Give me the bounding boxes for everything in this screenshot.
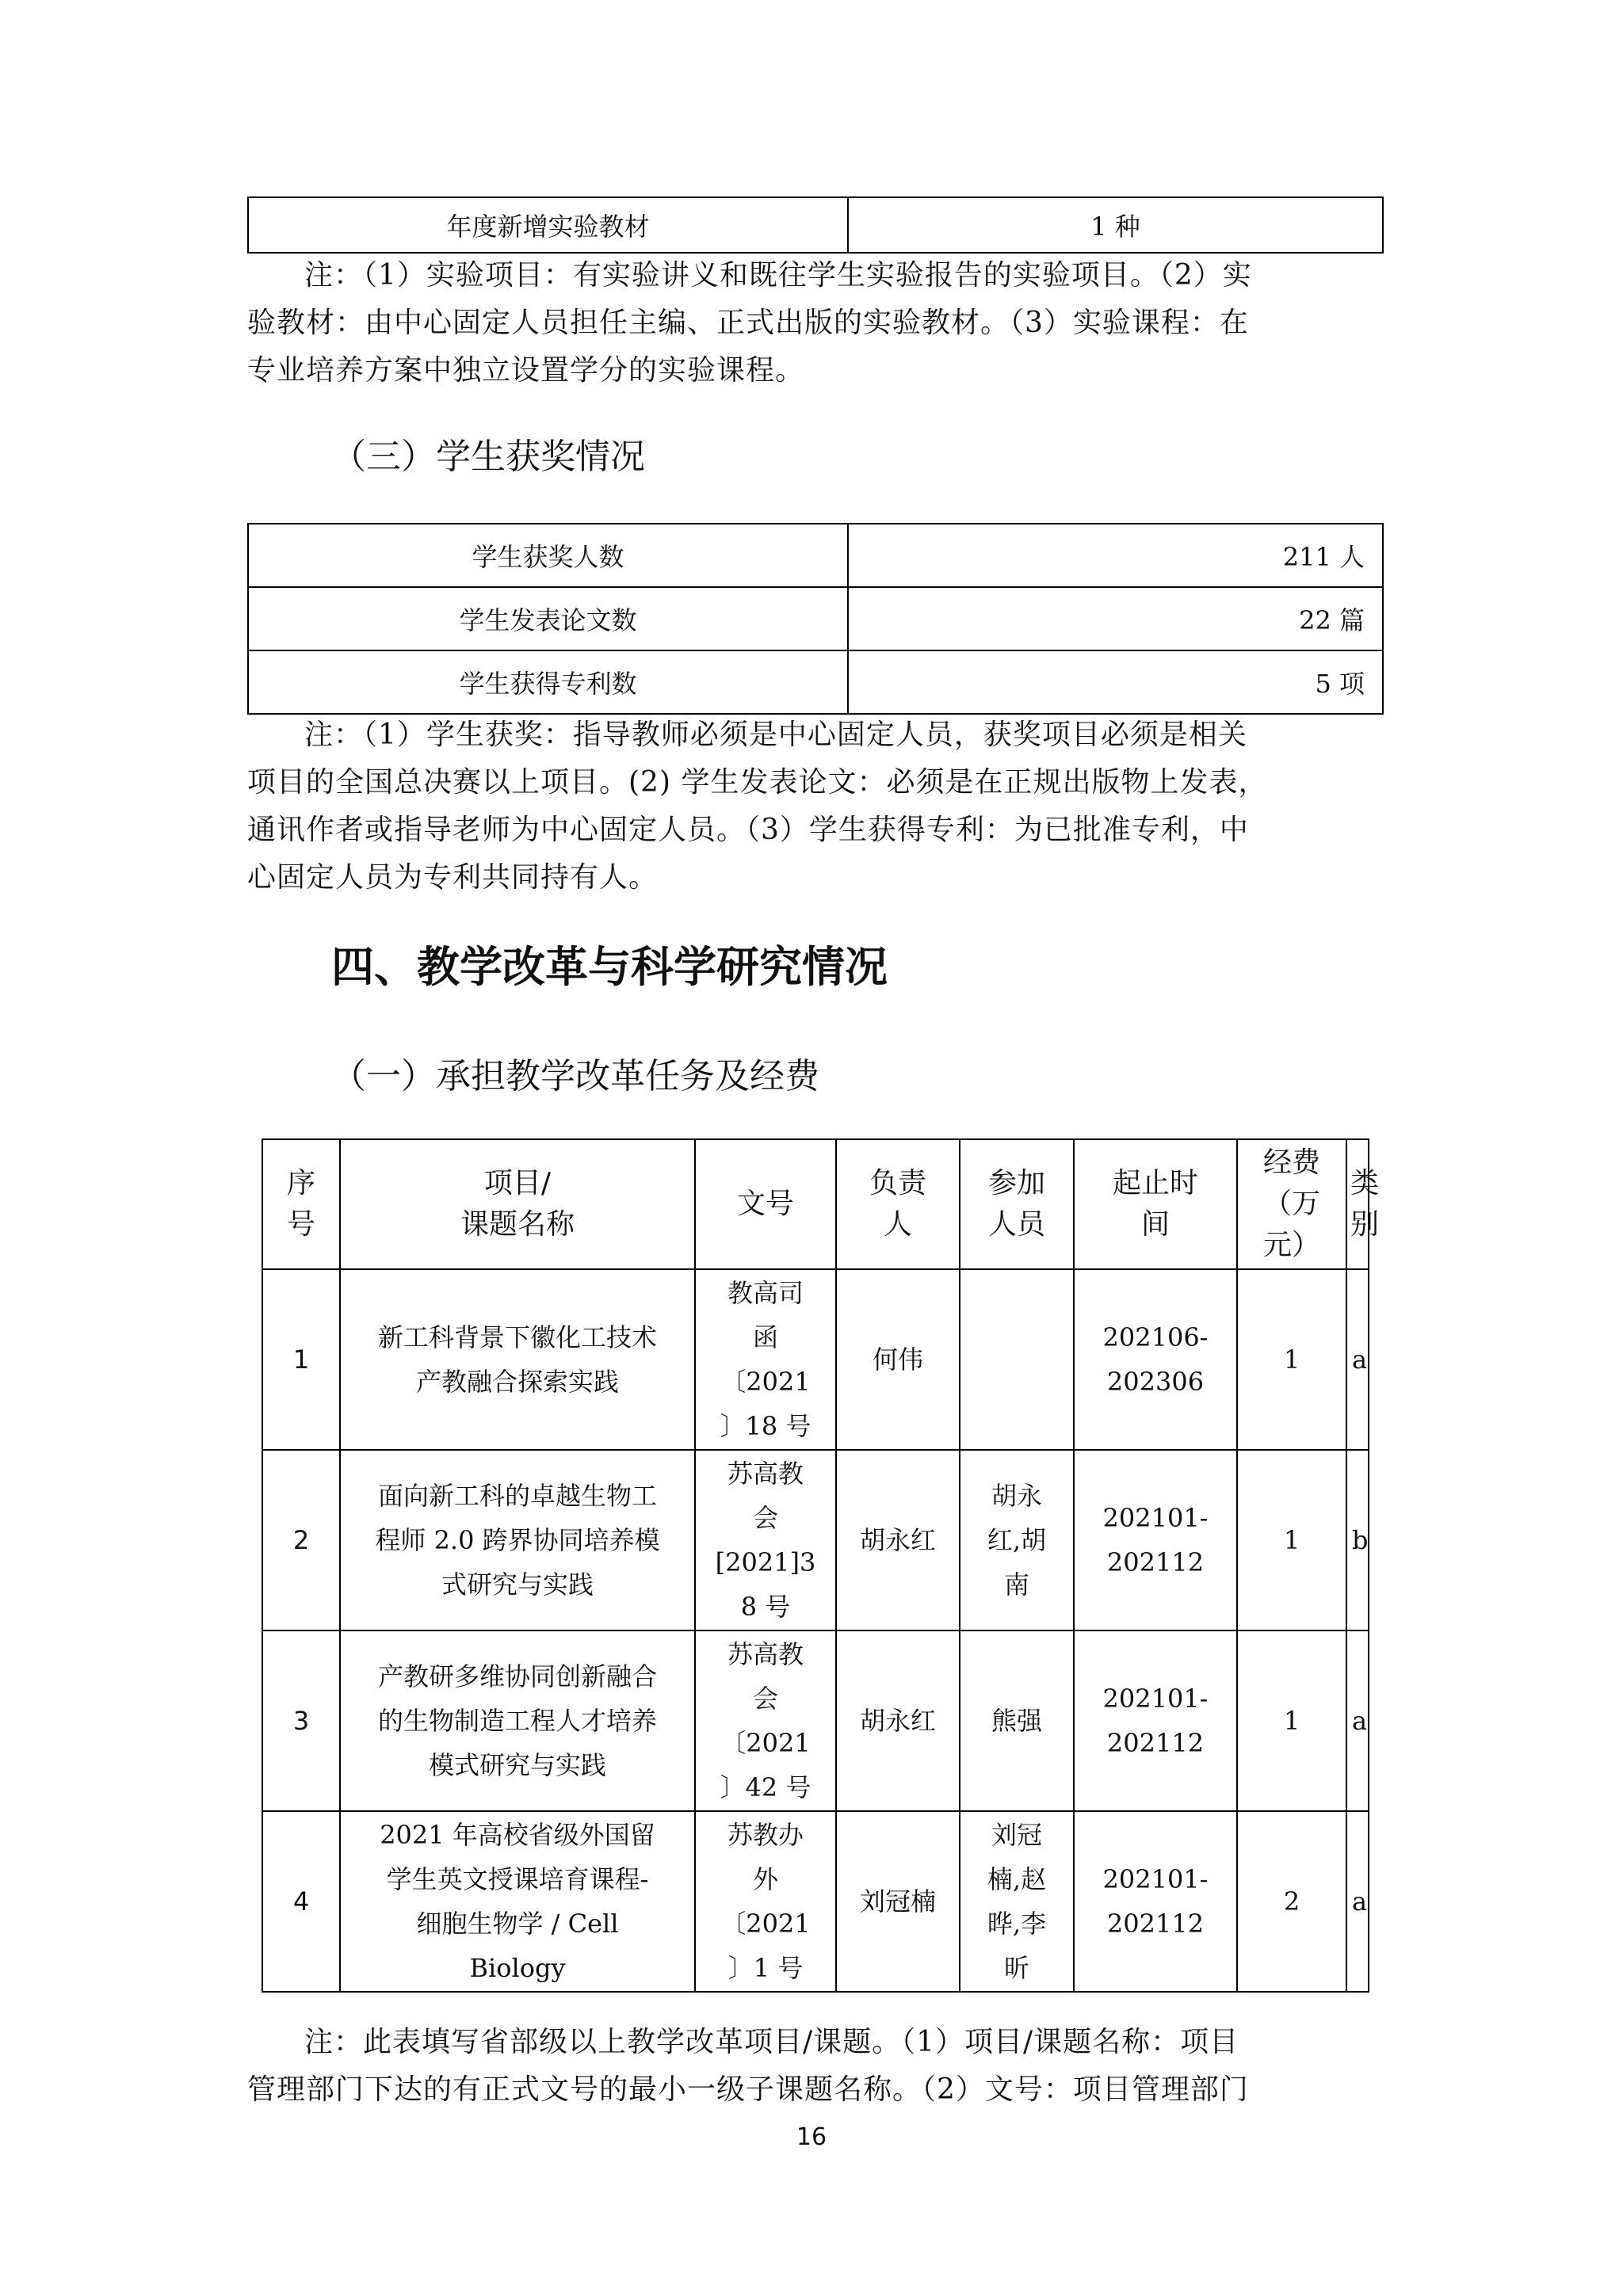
header-line: （万 xyxy=(1262,1188,1320,1220)
chapter-title-teaching-reform: 四、教学改革与科学研究情况 xyxy=(331,942,888,992)
cell-line: 202106- xyxy=(1102,1322,1209,1352)
cell-line: 细胞生物学 / Cell xyxy=(416,1909,619,1939)
cell-line: 昕 xyxy=(1003,1953,1029,1983)
header-line: 起止时 xyxy=(1112,1167,1198,1199)
table-row xyxy=(248,650,1383,714)
cell-line: 202112 xyxy=(1106,1909,1205,1939)
cell-seq: 4 xyxy=(262,1811,340,1992)
cell-line: 模式研究与实践 xyxy=(428,1750,606,1780)
cell-seq: 2 xyxy=(262,1450,340,1630)
cell-leader: 何伟 xyxy=(836,1269,960,1450)
cell-seq: 1 xyxy=(262,1269,340,1450)
cell-line: 南 xyxy=(1003,1569,1029,1600)
header-line: 人 xyxy=(883,1208,912,1241)
reform-tasks-table xyxy=(262,1138,1380,1993)
header-line: 人员 xyxy=(987,1208,1045,1241)
cell-period xyxy=(1074,1811,1237,1992)
col-header-period xyxy=(1074,1139,1237,1269)
cell-project-name xyxy=(340,1450,695,1630)
col-header-doc xyxy=(695,1139,836,1269)
cell-leader: 刘冠楠 xyxy=(836,1811,960,1992)
cell-line: 〕42 号 xyxy=(720,1772,812,1802)
cell-line: 〔2021 xyxy=(720,1909,811,1939)
award-row-label: 学生发表论文数 xyxy=(248,587,848,650)
col-header-seq xyxy=(262,1139,340,1269)
cell-line: 2021 年高校省级外国留 xyxy=(380,1820,655,1850)
experiment-note xyxy=(247,252,1384,395)
cell-line: 程师 2.0 跨界协同培养模 xyxy=(375,1525,660,1555)
cell-project-name xyxy=(340,1811,695,1992)
new-textbooks-table xyxy=(247,196,1384,254)
cell-project-name xyxy=(340,1269,695,1450)
new-textbooks-value: 1 种 xyxy=(848,197,1383,253)
cell-members xyxy=(960,1269,1074,1450)
cell-line: 会 xyxy=(752,1503,778,1533)
col-header-funding xyxy=(1237,1139,1346,1269)
cell-category: b xyxy=(1346,1450,1369,1630)
cell-funding: 1 xyxy=(1237,1630,1346,1811)
cell-line: 苏高教 xyxy=(727,1459,804,1489)
cell-doc-number xyxy=(695,1811,836,1992)
table-row xyxy=(248,524,1383,587)
cell-line: 红,胡 xyxy=(987,1525,1047,1555)
cell-doc-number xyxy=(695,1630,836,1811)
header-line: 元） xyxy=(1262,1229,1320,1261)
cell-line: 刘冠 xyxy=(991,1820,1042,1850)
cell-period xyxy=(1074,1450,1237,1630)
award-row-value: 211 人 xyxy=(848,524,1383,587)
awards-note xyxy=(247,711,1384,902)
cell-members xyxy=(960,1811,1074,1992)
cell-category: a xyxy=(1346,1269,1369,1450)
cell-line: 产教研多维协同创新融合 xyxy=(377,1661,657,1691)
section-title-student-awards: （三）学生获奖情况 xyxy=(331,437,645,477)
header-line: 参加 xyxy=(987,1167,1045,1199)
note-line: 项目的全国总决赛以上项目。(2) 学生发表论文：必须是在正规出版物上发表， xyxy=(247,766,1268,799)
table-header-row xyxy=(262,1139,1369,1269)
cell-line: 8 号 xyxy=(740,1592,791,1622)
col-header-category xyxy=(1346,1139,1380,1269)
header-line: 课题名称 xyxy=(460,1208,575,1241)
cell-line: 〕1 号 xyxy=(727,1953,804,1983)
table-row xyxy=(262,1269,1369,1450)
cell-doc-number xyxy=(695,1269,836,1450)
cell-funding: 1 xyxy=(1237,1450,1346,1630)
cell-line: 函 xyxy=(752,1322,778,1352)
header-line: 间 xyxy=(1140,1208,1170,1241)
cell-period xyxy=(1074,1630,1237,1811)
note-line: 管理部门下达的有正式文号的最小一级子课题名称。（2）文号：项目管理部门 xyxy=(247,2073,1249,2106)
cell-period xyxy=(1074,1269,1237,1450)
cell-funding: 2 xyxy=(1237,1811,1346,1992)
table-row xyxy=(248,197,1383,253)
note-line: 注：（1）学生获奖：指导教师必须是中心固定人员，获奖项目必须是相关 xyxy=(304,719,1247,751)
cell-line: [2021]3 xyxy=(715,1547,816,1577)
cell-line: 〔2021 xyxy=(720,1367,811,1397)
header-line: 项目/ xyxy=(483,1167,552,1199)
cell-project-name xyxy=(340,1630,695,1811)
header-line: 别 xyxy=(1350,1208,1380,1241)
page-number: 16 xyxy=(796,2123,827,2151)
reform-note xyxy=(247,2019,1384,2114)
header-line: 号 xyxy=(286,1208,315,1241)
cell-line: 202112 xyxy=(1106,1728,1205,1758)
cell-line: 晔,李 xyxy=(987,1909,1047,1939)
cell-line: Biology xyxy=(469,1953,566,1983)
award-row-value: 22 篇 xyxy=(848,587,1383,650)
cell-line: 苏教办 xyxy=(727,1820,804,1850)
cell-line: 202101- xyxy=(1102,1864,1209,1894)
cell-line: 新工科背景下徽化工技术 xyxy=(377,1322,657,1352)
cell-line: 产教融合探索实践 xyxy=(415,1367,619,1397)
cell-line: 式研究与实践 xyxy=(441,1569,594,1600)
cell-line: 楠,赵 xyxy=(987,1864,1047,1894)
cell-doc-number xyxy=(695,1450,836,1630)
note-line: 注：此表填写省部级以上教学改革项目/课题。（1）项目/课题名称：项目 xyxy=(304,2026,1239,2058)
cell-line: 外 xyxy=(752,1864,778,1894)
cell-line: 熊强 xyxy=(991,1706,1042,1736)
cell-line: 〔2021 xyxy=(720,1728,811,1758)
cell-members xyxy=(960,1450,1074,1630)
header-line: 经费 xyxy=(1262,1146,1320,1179)
section-title-reform-tasks: （一）承担教学改革任务及经费 xyxy=(331,1056,819,1097)
cell-line: 的生物制造工程人才培养 xyxy=(377,1706,657,1736)
cell-leader: 胡永红 xyxy=(836,1630,960,1811)
table-row xyxy=(262,1811,1369,1992)
table-row xyxy=(262,1630,1369,1811)
cell-line: 苏高教 xyxy=(727,1639,804,1669)
cell-line: 202112 xyxy=(1106,1547,1205,1577)
table-row xyxy=(262,1450,1369,1630)
cell-line: 会 xyxy=(752,1684,778,1714)
award-row-label: 学生获得专利数 xyxy=(248,650,848,714)
cell-line: 胡永 xyxy=(991,1481,1042,1511)
cell-line: 面向新工科的卓越生物工 xyxy=(377,1481,657,1511)
new-textbooks-label: 年度新增实验教材 xyxy=(248,197,848,253)
cell-seq: 3 xyxy=(262,1630,340,1811)
award-row-label: 学生获奖人数 xyxy=(248,524,848,587)
cell-category: a xyxy=(1346,1811,1369,1992)
cell-funding: 1 xyxy=(1237,1269,1346,1450)
col-header-members xyxy=(960,1139,1074,1269)
cell-line: 202306 xyxy=(1106,1367,1205,1397)
header-line: 序 xyxy=(286,1167,315,1199)
award-row-value: 5 项 xyxy=(848,650,1383,714)
cell-leader: 胡永红 xyxy=(836,1450,960,1630)
table-row xyxy=(248,587,1383,650)
header-line: 类 xyxy=(1350,1167,1380,1199)
note-line: 验教材：由中心固定人员担任主编、正式出版的实验教材。（3）实验课程：在 xyxy=(247,307,1249,339)
cell-line: 学生英文授课培育课程- xyxy=(386,1864,649,1894)
col-header-name xyxy=(340,1139,695,1269)
note-line: 专业培养方案中独立设置学分的实验课程。 xyxy=(247,354,805,387)
cell-line: 202101- xyxy=(1102,1503,1209,1533)
cell-category: a xyxy=(1346,1630,1369,1811)
note-line: 心固定人员为专利共同持有人。 xyxy=(247,861,659,894)
cell-line: 202101- xyxy=(1102,1684,1209,1714)
header-line: 文号 xyxy=(736,1188,794,1220)
header-line: 负责 xyxy=(869,1167,926,1199)
cell-line: 教高司 xyxy=(727,1278,804,1308)
note-line: 通讯作者或指导老师为中心固定人员。（3）学生获得专利：为已批准专利，中 xyxy=(247,814,1249,846)
student-awards-table xyxy=(247,523,1384,715)
col-header-leader xyxy=(836,1139,960,1269)
cell-members xyxy=(960,1630,1074,1811)
cell-line: 〕18 号 xyxy=(720,1411,812,1441)
note-line: 注：（1）实验项目：有实验讲义和既往学生实验报告的实验项目。（2）实 xyxy=(304,259,1252,292)
